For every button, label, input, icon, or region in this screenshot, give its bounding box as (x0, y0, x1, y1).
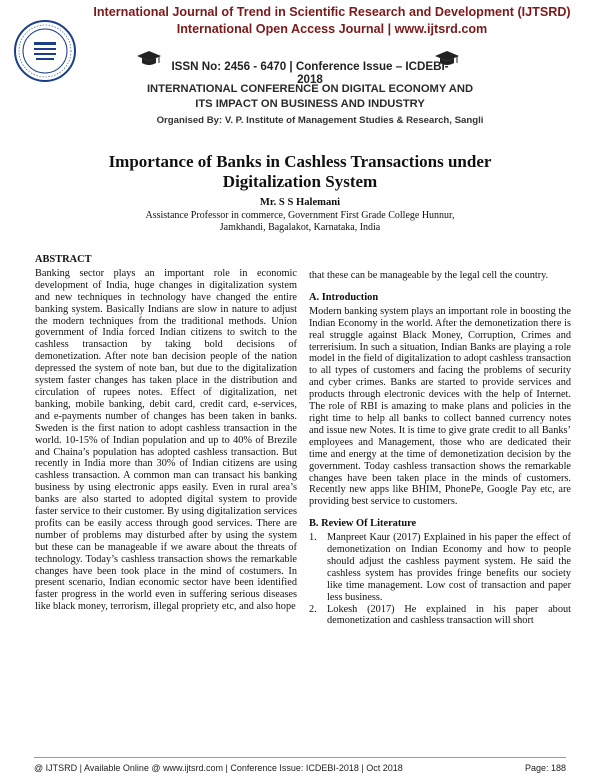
right-column (309, 270, 571, 627)
list-item (309, 604, 571, 628)
conference-line1: INTERNATIONAL CONFERENCE ON DIGITAL ECONOMY AND (146, 83, 474, 95)
introduction-text: Modern banking system plays an important role in boosting the Indian Economy in the world. After the demonetization there is real struggle against Black Money, Corruption, Crimes and terrerisium. In such a situation, Indian Banks are playing a role model in the field of digitalization to adopt cashless transaction to all types of customers and facing the problems of security and cyber crimes. Banks are started to provide services and products through electronic devices with the help of Internet. The role of RBI is amazing to make plans and policies in the right time to help all banks to collect banned currency notes and issue new Notes. It is time to give grate credit to all Banks’ employees and Management, those who are dedicated their time and energy at the time of demonetization decision by the government. Today cashless transaction shows the remarkable changes have been taken place in the minds of customers. Recently new apps like BHIM, PhonePe, Google Pay etc, are providing best service to customers. (309, 305, 571, 508)
page-number: Page: 188 (524, 763, 566, 773)
list-item-text: Manpreet Kaur (2017) Explained in his paper the effect of demonetization on Indian Economy and how to people should adjust the cashless payment system. He said the cashless system has provides fringe benefits our society like time management. Low cost of transaction and paper less business. (327, 532, 571, 603)
issn-line: ISSN No: 2456 - 6470 | Conference Issue – ICDEBI-2018 (171, 60, 449, 86)
left-column (35, 254, 297, 613)
author-affiliation (60, 210, 540, 234)
author-name: Mr. S S Halemani (259, 197, 341, 208)
footer-info: @ IJTSRD | Available Online @ www.ijtsrd.com | Conference Issue: ICDEBI-2018 | Oct 2018 (34, 763, 403, 773)
journal-title (72, 4, 592, 38)
list-item (309, 532, 571, 603)
paper-title-line1: Importance of Banks in Cashless Transactions under (108, 152, 492, 171)
journal-seal-icon (14, 20, 76, 82)
affiliation-line2: Jamkhandi, Bagalakot, Karnataka, India (219, 222, 381, 233)
journal-title-line1: International Journal of Trend in Scientific Research and Development (IJTSRD) (93, 5, 571, 19)
organised-by: Organised By: V. P. Institute of Management Studies & Research, Sangli (156, 115, 484, 126)
list-item-number: 1. (309, 532, 317, 544)
conference-line2: ITS IMPACT ON BUSINESS AND INDUSTRY (195, 98, 425, 110)
paper-title (60, 152, 540, 192)
abstract-continuation: that these can be manageable by the legal cell the country. (309, 270, 549, 281)
journal-title-line2: International Open Access Journal | www.ijtsrd.com (176, 22, 488, 36)
abstract-text: Banking sector plays an important role in economic development of India, huge changes in digitalization system and new techniques in technology have changed the entire banking system. Basically Indians are slow in nature to adjust the modern techniques from the traditional methods. Union government of India forced Indian citizens to switch to the cashless transaction by taking bold decisions of demonetization. After note ban decision people of the nation depressed the system of note ban, but due to the digitalization system faster changes has taken place in the distribution and circulation of rupees notes. Effect of digitalization, net banking, mobile banking, debit card, credit card, e-services, and e-payments number of changes has been taken in banks. Sweden is the first nation to adopt cashless transaction in the world. 10-15% of Indian population and up to 40% of Brezile and Chaina’s population has adopted cashless transaction. But recently in India more than 30% of Indian citizens are using cashless transaction. A common man can transact his banking business by using electronic apps easily. Even in rural area’s banks are also started to adopted digital system to provide faster service to their customer. By using digitalization services profits can be easily access through good services. There are number of problems may disturbed after by using the system but these can be manageable if we aware about the threats of technology. Today’s cashless transaction shows the remarkable changes have been took place in the mind of costumers. In present scenario, Indian economic sector have been identified faster progress in the world even in suffering serious diseases like black money, terrorism, illegal propriety etc, and also hope (35, 267, 297, 613)
graduation-cap-icon (136, 50, 162, 68)
footer-divider (34, 757, 566, 758)
review-list (309, 532, 571, 627)
affiliation-line1: Assistance Professor in commerce, Government First Grade College Hunnur, (145, 210, 455, 221)
introduction-heading: A. Introduction (309, 291, 379, 303)
journal-header (0, 0, 600, 148)
review-heading: B. Review Of Literature (309, 518, 417, 530)
list-item-number: 2. (309, 603, 317, 615)
conference-title (110, 82, 510, 112)
abstract-heading: ABSTRACT (35, 254, 92, 265)
list-item-text: Lokesh (2017) He explained in his paper about demonetization and cashless transaction will short (327, 603, 571, 627)
paper-title-line2: Digitalization System (222, 172, 378, 191)
page-footer (0, 760, 600, 776)
